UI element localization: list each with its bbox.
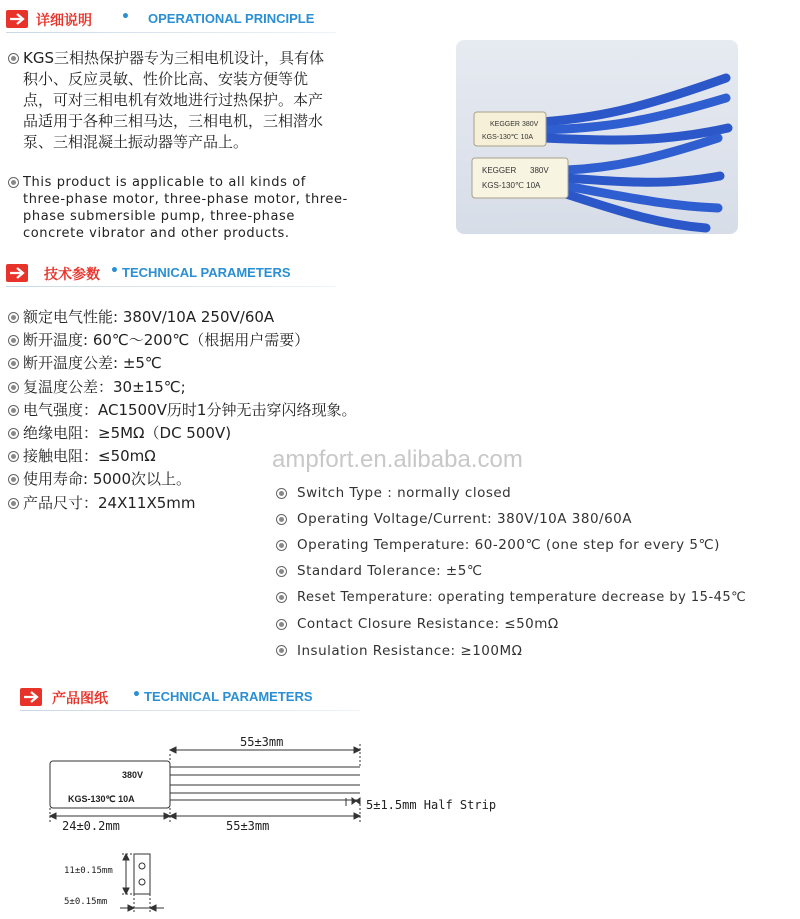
dim-body: 24±0.2mm <box>62 819 120 833</box>
photo-brand: KEGGER <box>490 121 520 128</box>
red-arrow-icon <box>20 688 42 706</box>
photo-voltage: 380V <box>522 121 539 128</box>
section-title-cn: 技术参数 <box>44 267 100 283</box>
photo-brand-2: KEGGER <box>482 166 517 175</box>
param-cn: 断开温度公差: ±5℃ <box>23 354 162 373</box>
section-title-cn: 详细说明 <box>36 13 92 29</box>
divider <box>6 32 336 33</box>
product-photo <box>456 40 738 234</box>
drawing-voltage: 380V <box>122 770 144 780</box>
section-header-operational: 详细说明 • OPERATIONAL PRINCIPLE <box>6 8 346 32</box>
divider <box>20 710 360 711</box>
params-en-list <box>276 480 746 664</box>
section-title-en: TECHNICAL PARAMETERS <box>122 265 291 280</box>
dim-thickness: 5±0.15mm <box>64 897 108 907</box>
intro-en: This product is applicable to all kinds of three-phase motor, three-phase motor, three- phase submersible pump, three-phase concrete vibrator and other products. <box>8 174 448 242</box>
param-cn: 电气强度：AC1500V历时1分钟无击穿闪络现象。 <box>23 400 357 419</box>
dim-strip: 5±1.5mm Half Strip <box>366 798 497 812</box>
param-en: Standard Tolerance: ±5℃ <box>297 563 483 580</box>
watermark: ampfort.en.alibaba.com <box>272 446 523 473</box>
param-en: Operating Voltage/Current: 380V/10A 380/60A <box>297 511 632 528</box>
section-header-technical: 技术参数 • TECHNICAL PARAMETERS <box>6 262 346 286</box>
technical-drawing <box>0 730 520 919</box>
param-en: Operating Temperature: 60-200℃ (one step for every 5℃) <box>297 537 720 554</box>
drawing-model: KGS-130℃ 10A <box>68 794 135 804</box>
param-en: Contact Closure Resistance: ≤50mΩ <box>297 616 559 633</box>
param-cn: 断开温度: 60℃～200℃（根据用户需要） <box>23 331 310 350</box>
dim-bottom: 55±3mm <box>226 819 270 833</box>
photo-model: KGS-130℃ 10A <box>482 134 534 141</box>
param-cn: 复温度公差：30±15℃; <box>23 377 186 396</box>
param-en: Insulation Resistance: ≥100MΩ <box>297 642 523 659</box>
param-en: Reset Temperature: operating temperature decrease by 15-45℃ <box>297 590 747 606</box>
section-title-en: TECHNICAL PARAMETERS <box>144 689 313 704</box>
photo-voltage-2: 380V <box>530 166 549 175</box>
bullet-icon <box>8 177 19 188</box>
section-title-en: OPERATIONAL PRINCIPLE <box>148 11 315 26</box>
param-en: Switch Type : normally closed <box>297 485 512 501</box>
dim-top: 55±3mm <box>240 735 284 749</box>
bullet-icon <box>8 53 19 64</box>
red-arrow-icon <box>6 264 28 282</box>
intro-cn: KGS三相热保护器专为三相电机设计，具有体 积小、反应灵敏、性价比高、安装方便等优 点，可对三相电机有效地进行过热保护。本产 品适用于各种三相马达，三相电机，三相潜水 泵、三相混凝土振动器等产品上。 <box>8 48 448 153</box>
section-title-cn: 产品图纸 <box>52 691 108 707</box>
param-cn: 使用寿命: 5000次以上。 <box>23 470 191 489</box>
param-cn: 接触电阻：≤50mΩ <box>23 447 156 466</box>
param-cn: 绝缘电阻：≥5MΩ（DC 500V) <box>23 424 232 443</box>
photo-model-2: KGS-130℃ 10A <box>482 181 541 190</box>
param-cn: 额定电气性能: 380V/10A 250V/60A <box>23 308 275 326</box>
param-cn: 产品尺寸：24X11X5mm <box>23 493 196 512</box>
dim-height: 11±0.15mm <box>64 866 113 876</box>
divider <box>6 286 336 287</box>
section-header-drawing: 产品图纸 • TECHNICAL PARAMETERS <box>6 686 366 710</box>
red-arrow-icon <box>6 10 28 28</box>
